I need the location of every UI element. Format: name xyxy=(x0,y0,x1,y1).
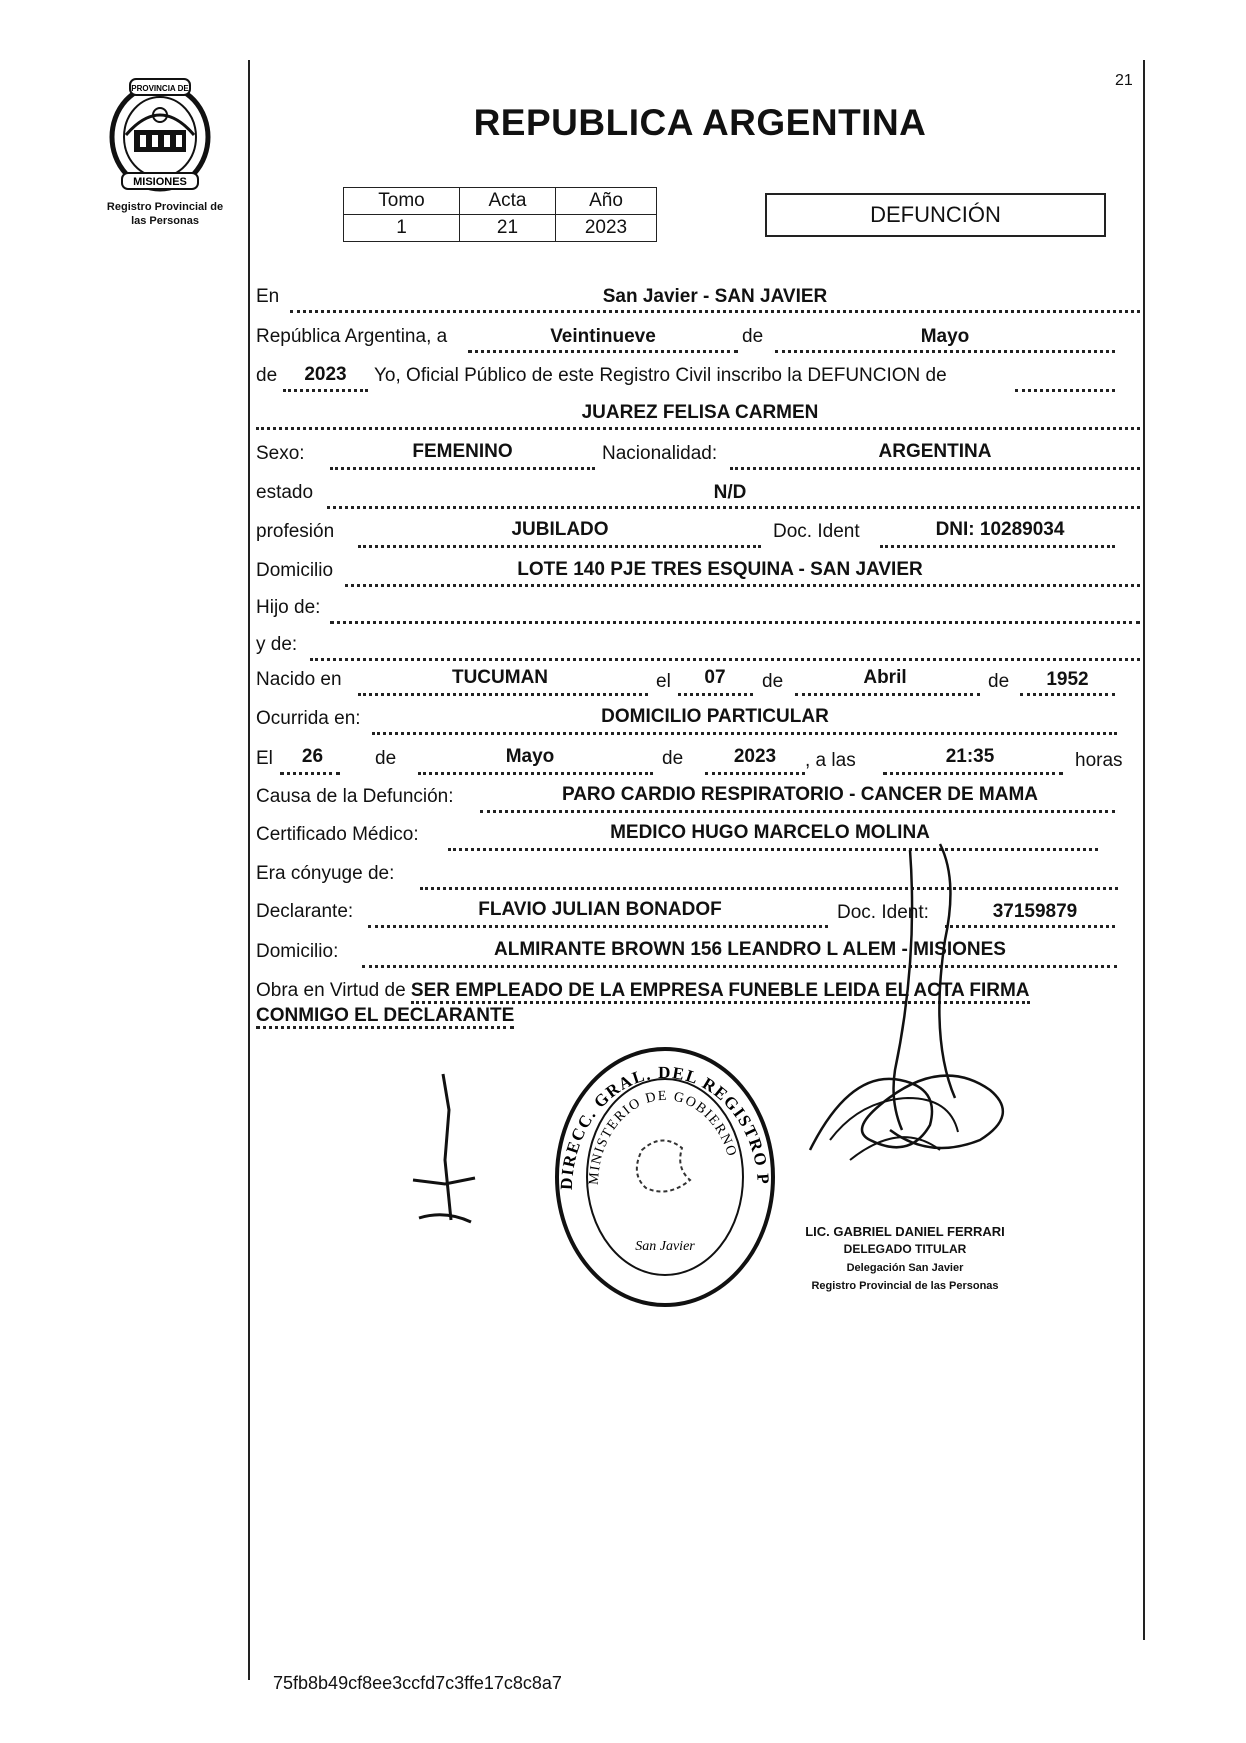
page-number: 21 xyxy=(1115,72,1133,89)
label-de-ev-2: de xyxy=(662,748,684,769)
label-el-evento: El xyxy=(256,748,273,769)
field-line xyxy=(678,693,753,696)
field-line xyxy=(468,350,738,353)
registry-table xyxy=(343,187,657,242)
label-domicilio: Domicilio xyxy=(256,560,334,581)
label-republica: República Argentina, a xyxy=(256,326,448,347)
label-horas: horas xyxy=(1075,750,1123,771)
label-hijo-de: Hijo de: xyxy=(256,597,321,618)
field-line xyxy=(775,350,1115,353)
label-estado: estado xyxy=(256,482,314,503)
field-line xyxy=(280,772,340,775)
field-line xyxy=(795,693,980,696)
value-nac-dia: 07 xyxy=(704,667,726,688)
signature-name: LIC. GABRIEL DANIEL FERRARI xyxy=(805,1224,1005,1239)
field-line xyxy=(1015,389,1115,392)
value-dni: DNI: 10289034 xyxy=(935,519,1065,540)
label-sexo: Sexo: xyxy=(256,443,305,464)
value-nacionalidad: ARGENTINA xyxy=(878,441,992,462)
field-line xyxy=(310,658,1140,661)
logo-bottom-text: MISIONES xyxy=(133,176,187,188)
value-obra-2: CONMIGO EL DECLARANTE xyxy=(256,1005,514,1029)
value-ev-anio: 2023 xyxy=(733,746,777,767)
field-line xyxy=(330,621,1140,624)
label-y-de: y de: xyxy=(256,634,298,655)
page-title: REPUBLICA ARGENTINA xyxy=(473,102,927,143)
label-de-ev-1: de xyxy=(375,748,397,769)
field-line xyxy=(283,389,368,392)
field-line xyxy=(345,584,1140,587)
field-line xyxy=(418,772,653,775)
seal-inner-text: MINISTERIO DE GOBIERNO xyxy=(586,1088,740,1186)
label-profesion: profesión xyxy=(256,521,335,542)
label-de-nac-1: de xyxy=(762,671,784,692)
label-certificado: Certificado Médico: xyxy=(256,824,419,845)
field-line xyxy=(883,772,1063,775)
signature-office: Delegación San Javier xyxy=(846,1262,964,1274)
label-domicilio-declarante: Domicilio: xyxy=(256,941,339,962)
value-anio: 2023 xyxy=(304,364,347,385)
label-conyuge: Era cónyuge de: xyxy=(256,863,395,884)
label-nacionalidad: Nacionalidad: xyxy=(602,443,718,464)
label-causa: Causa de la Defunción: xyxy=(256,786,454,807)
field-line xyxy=(1020,693,1115,696)
official-seal-stamp xyxy=(550,1040,780,1310)
value-ev-hora: 21:35 xyxy=(945,746,995,767)
label-ocurrida-en: Ocurrida en: xyxy=(256,708,361,729)
field-line xyxy=(880,545,1115,548)
field-line xyxy=(256,427,1140,430)
value-domicilio: LOTE 140 PJE TRES ESQUINA - SAN JAVIER xyxy=(517,559,923,580)
field-line xyxy=(730,467,1140,470)
label-declarante: Declarante: xyxy=(256,901,354,922)
field-line xyxy=(705,772,805,775)
registry-value-anio: 2023 xyxy=(556,215,657,242)
label-oficial: Yo, Oficial Público de este Registro Civil inscribo la DEFUNCION de xyxy=(374,365,947,386)
label-el: el xyxy=(656,671,671,692)
label-doc-ident: Doc. Ident xyxy=(773,521,860,542)
value-obra-1: SER EMPLEADO DE LA EMPRESA FUNEBLE LEIDA EL ACTA FIRMA xyxy=(411,980,1030,1004)
registry-header-acta: Acta xyxy=(460,188,556,215)
left-margin-line xyxy=(248,60,250,1680)
value-ocurrida-en: DOMICILIO PARTICULAR xyxy=(601,706,829,727)
value-declarante: FLAVIO JULIAN BONADOF xyxy=(478,899,722,920)
logo-top-text: PROVINCIA DE xyxy=(131,84,189,93)
registry-value-tomo: 1 xyxy=(344,215,460,242)
value-certificado: MEDICO HUGO MARCELO MOLINA xyxy=(610,822,930,843)
value-estado: N/D xyxy=(713,482,747,503)
value-nac-mes: Abril xyxy=(863,667,907,688)
label-doc-ident-declarante: Doc. Ident: xyxy=(837,902,929,923)
value-ev-dia: 26 xyxy=(301,746,324,767)
official-signature xyxy=(790,840,1035,1220)
label-de: de xyxy=(742,326,764,347)
logo-caption xyxy=(80,200,250,228)
registry-header-anio: Año xyxy=(556,188,657,215)
value-lugar: San Javier - SAN JAVIER xyxy=(602,286,828,307)
field-line xyxy=(330,467,595,470)
province-coat-of-arms-logo xyxy=(100,75,220,195)
registry-value-acta: 21 xyxy=(460,215,556,242)
field-line xyxy=(368,925,828,928)
signature-role: DELEGADO TITULAR xyxy=(843,1242,967,1256)
label-a-las: , a las xyxy=(805,750,856,771)
value-declarante-domicilio: ALMIRANTE BROWN 156 LEANDRO L ALEM - MISIONES xyxy=(494,939,1006,960)
label-de-nac-2: de xyxy=(988,671,1010,692)
signature-org: Registro Provincial de las Personas xyxy=(811,1280,999,1292)
seal-outer-text: DIRECC. GRAL. DEL REGISTRO P xyxy=(556,1062,774,1191)
document-hash: 75fb8b49cf8ee3ccfd7c3ffe17c8c8a7 xyxy=(273,1673,562,1693)
label-en: En xyxy=(256,286,280,307)
field-line xyxy=(358,545,761,548)
value-sexo: FEMENINO xyxy=(412,441,513,462)
value-declarante-doc: 37159879 xyxy=(992,901,1078,922)
label-nacido-en: Nacido en xyxy=(256,669,342,690)
value-nombre-fallecido: JUAREZ FELISA CARMEN xyxy=(581,402,819,423)
field-line xyxy=(372,732,1117,735)
value-nac-anio: 1952 xyxy=(1046,669,1089,690)
label-obra: Obra en Virtud de xyxy=(256,980,406,1001)
registry-header-tomo: Tomo xyxy=(344,188,460,215)
label-de-2: de xyxy=(256,365,278,386)
declarant-signature xyxy=(405,1070,485,1230)
field-line xyxy=(327,506,1140,509)
right-margin-line xyxy=(1143,60,1145,1640)
logo-caption-line-2: las Personas xyxy=(131,215,199,227)
value-nacido-en: TUCUMAN xyxy=(451,667,549,688)
value-dia: Veintinueve xyxy=(550,326,656,347)
value-mes: Mayo xyxy=(920,326,970,347)
field-line xyxy=(480,810,1115,813)
document-type-box: DEFUNCIÓN xyxy=(765,193,1106,237)
value-profesion: JUBILADO xyxy=(511,519,609,540)
value-ev-mes: Mayo xyxy=(505,746,555,767)
field-line xyxy=(290,310,1140,313)
logo-caption-line-1: Registro Provincial de xyxy=(106,201,224,213)
field-line xyxy=(358,693,648,696)
value-causa: PARO CARDIO RESPIRATORIO - CANCER DE MAMA xyxy=(561,784,1039,805)
seal-location-text: San Javier xyxy=(635,1239,695,1254)
